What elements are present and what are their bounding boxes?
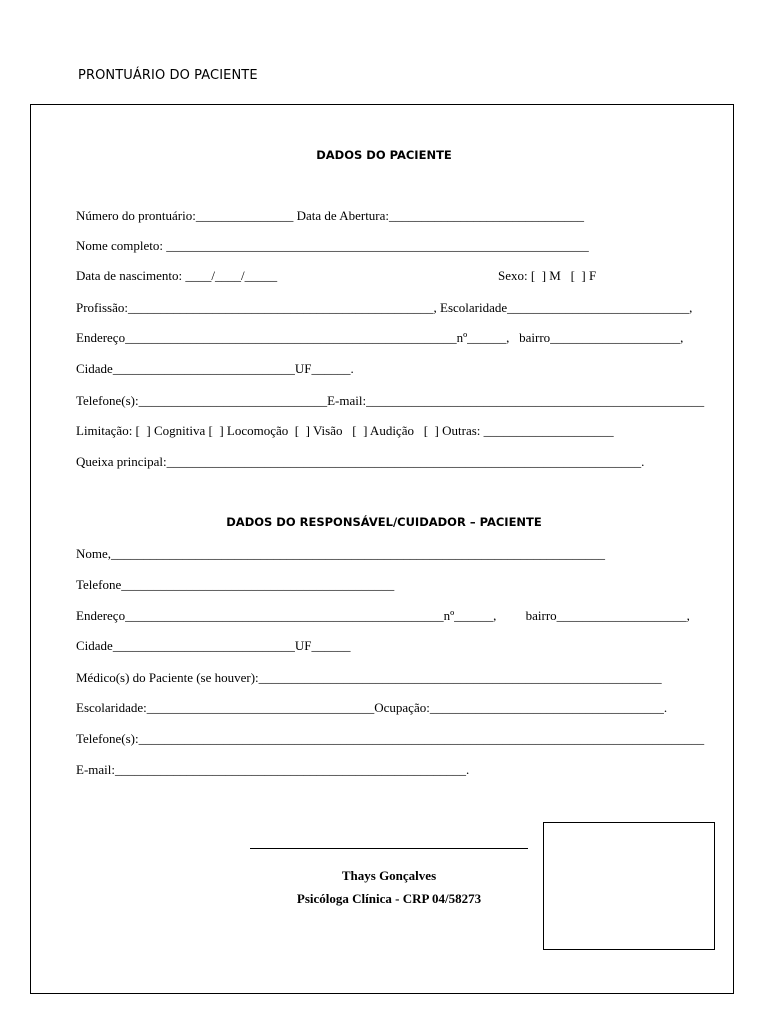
education-occupation-line: Escolaridade:___________________________________Ocupação:____________________________________. <box>76 700 668 715</box>
responsible-email-line: E-mail:______________________________________________________. <box>76 762 470 777</box>
physician-line: Médico(s) do Paciente (se houver):______________________________________________________________ <box>76 670 662 685</box>
responsible-city-line: Cidade____________________________UF______ <box>76 638 351 653</box>
phone-email-line: Telefone(s):_____________________________E-mail:____________________________________________________ <box>76 393 705 408</box>
responsible-phones-line: Telefone(s):_______________________________________________________________________________________ <box>76 731 705 746</box>
document-title: PRONTUÁRIO DO PACIENTE <box>78 68 258 83</box>
responsible-name-line: Nome,____________________________________________________________________________ <box>76 546 606 561</box>
signature-rule <box>250 848 528 849</box>
responsible-section-title: DADOS DO RESPONSÁVEL/CUIDADOR – PACIENTE <box>226 515 542 529</box>
city-line: Cidade____________________________UF______. <box>76 361 354 376</box>
sex-line: Sexo: [ ] M [ ] F <box>498 268 597 283</box>
record-number-line: Número do prontuário:_______________ Data de Abertura:______________________________ <box>76 208 585 223</box>
profession-line: Profissão:_______________________________________________, Escolaridade____________________________, <box>76 300 693 315</box>
patient-section-title: DADOS DO PACIENTE <box>316 148 452 162</box>
full-name-line: Nome completo: _________________________________________________________________ <box>76 238 589 253</box>
signature-role: Psicóloga Clínica - CRP 04/58273 <box>296 891 482 906</box>
birth-date-line: Data de nascimento: ____/____/_____ <box>76 268 278 283</box>
responsible-phone-line: Telefone__________________________________________ <box>76 577 395 592</box>
responsible-address-line: Endereço_________________________________________________nº______, bairro____________________, <box>76 608 690 623</box>
address-line: Endereço___________________________________________________nº______, bairro____________________, <box>76 330 684 345</box>
signature-name: Thays Gonçalves <box>341 868 437 883</box>
photo-box <box>543 822 715 950</box>
limitation-line: Limitação: [ ] Cognitiva [ ] Locomoção [ ] Visão [ ] Audição [ ] Outras: ____________________ <box>76 423 614 438</box>
main-complaint-line: Queixa principal:_________________________________________________________________________. <box>76 454 645 469</box>
